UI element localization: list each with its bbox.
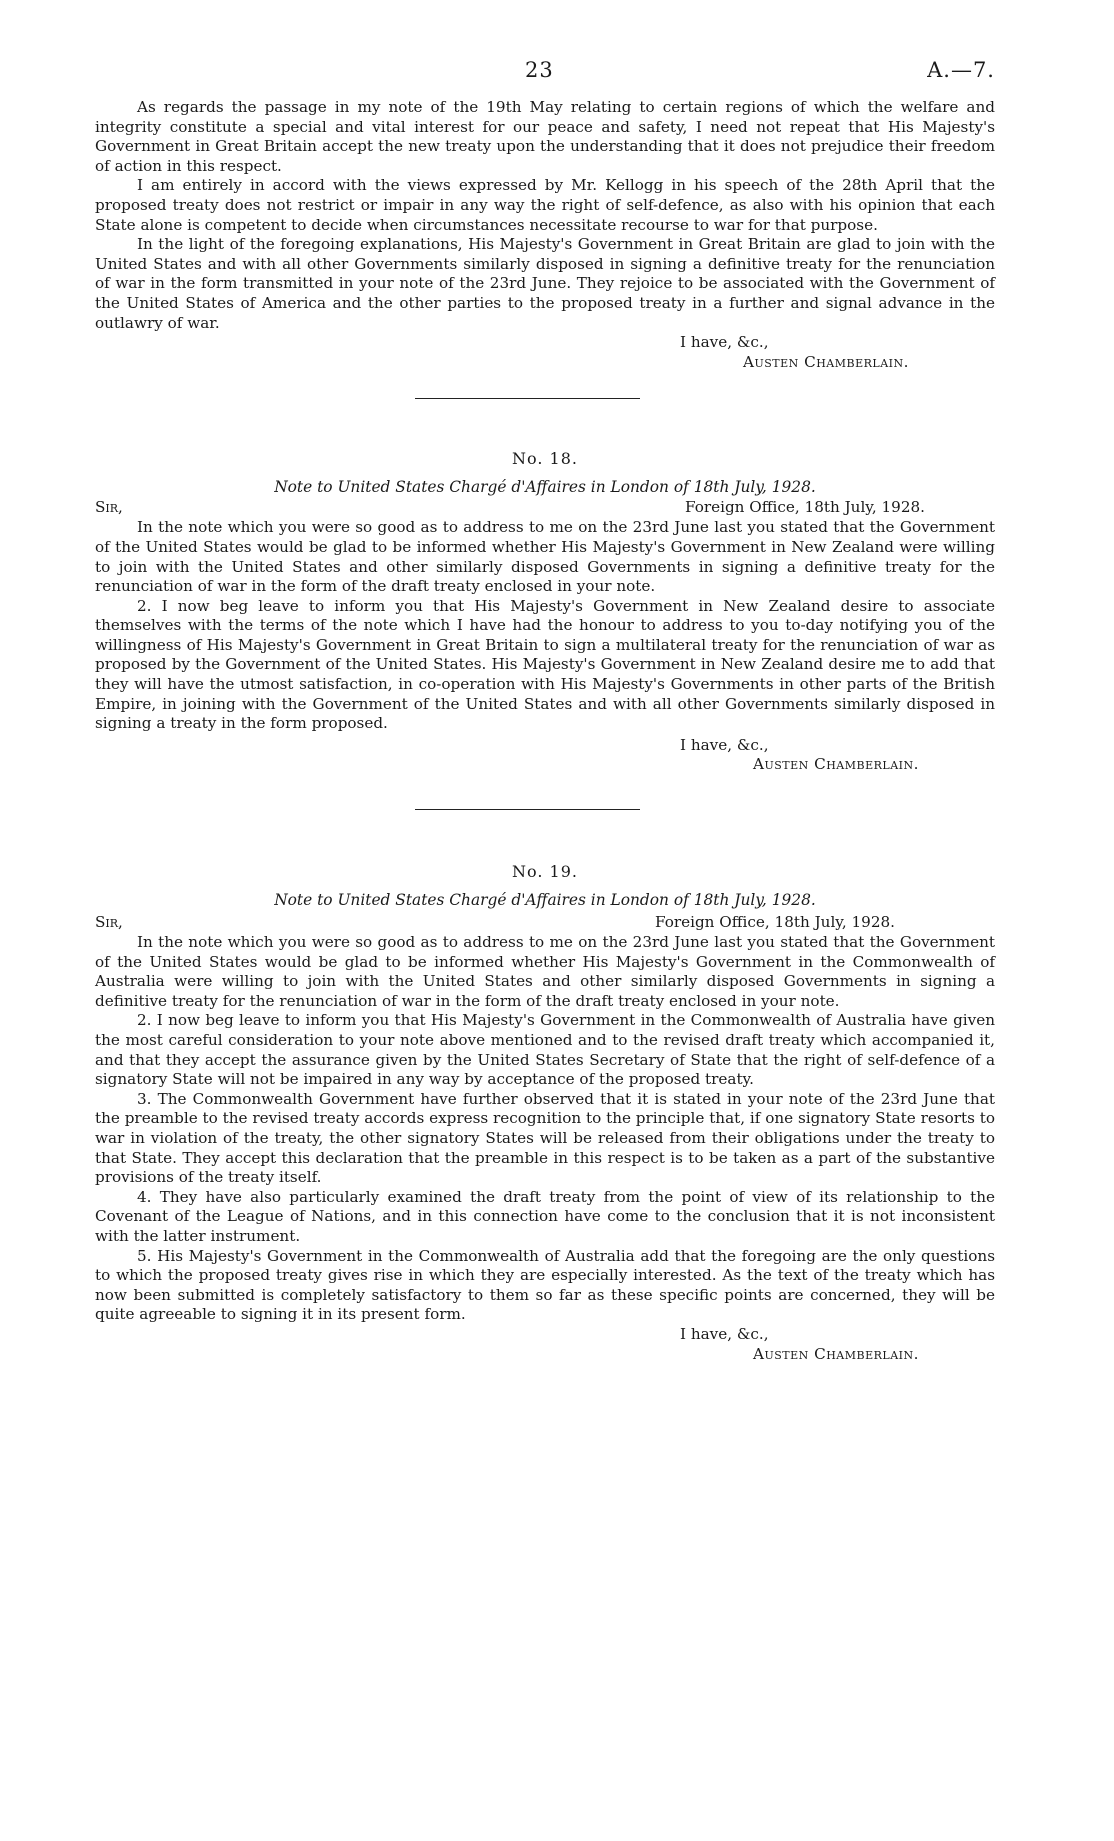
closing-line: I have, &c., [680, 735, 769, 754]
signature: Austen Chamberlain. [743, 352, 909, 371]
document-page [95, 52, 995, 1364]
section-divider [415, 809, 640, 810]
salutation-row [95, 498, 995, 518]
paragraph: In the light of the foregoing explanations, His Majesty's Government in Great Britain are glad to join with the United States and with all other Governments similarly disposed in signing a definitive treaty for the renunciation of war in the form transmitted in your note of the 23rd June. They rejoice to be associated with the Government of the United States of America and the other parties to the proposed treaty in a further and signal advance in the outlawry of war. [95, 235, 995, 332]
paragraph: 2. I now beg leave to inform you that His Majesty's Government in the Commonwealth of Australia have given the most careful consideration to your note above mentioned and to the revised draft treaty which accompanied it, and that they accept the assurance given by the United States Secretary of State that the right of self-defence of a signatory State will not be impaired in any way by acceptance of the proposed treaty. [95, 1011, 995, 1089]
section-top-letter [95, 98, 995, 372]
dateline: Foreign Office, 18th July, 1928. [685, 498, 925, 517]
section-number: No. 19. [512, 862, 578, 882]
salutation: Sir, [95, 913, 123, 932]
paragraph: As regards the passage in my note of the 19th May relating to certain regions of which the welfare and integrity constitute a special and vital interest for our peace and safety, I need not repeat that His Majesty's Government in Great Britain accept the new treaty upon the understanding that it does not prejudice their freedom of action in this respect. [95, 98, 995, 175]
closing-line: I have, &c., [680, 1324, 769, 1343]
paragraph: 4. They have also particularly examined the draft treaty from the point of view of its relationship to the Covenant of the League of Nations, and in this connection have come to the conclusion that it is not inconsistent with the latter instrument. [95, 1187, 995, 1245]
salutation-row [95, 913, 995, 933]
salutation: Sir, [95, 498, 123, 517]
paragraph: 2. I now beg leave to inform you that His Majesty's Government in New Zealand desire to associate themselves with the terms of the note which I have had the honour to address to you to-day notifying you of the willingness of His Majesty's Government in Great Britain to sign a multilateral treaty for the renunciation of war as proposed by the Government of the United States. His Majesty's Government in New Zealand desire me to add that they will have the utmost satisfaction, in co-operation with His Majesty's Governments in other parts of the British Empire, in joining with the Government of the United States and with all other Governments similarly disposed in signing a treaty in the form proposed. [95, 596, 995, 733]
section-divider [415, 398, 640, 399]
page-number: 23 [525, 58, 554, 82]
section-no-18 [95, 449, 995, 775]
paragraph: In the note which you were so good as to address to me on the 23rd June last you stated that the Government of the United States would be glad to be informed whether His Majesty's Government in New Zealand were willing to join with the United States and other similarly disposed Governments in signing a definitive treaty for the renunciation of war in the form of the draft treaty enclosed in your note. [95, 518, 995, 596]
section-no-19 [95, 862, 995, 1364]
note-title: Note to United States Chargé d'Affaires in London of 18th July, 1928. [274, 891, 816, 910]
signature: Austen Chamberlain. [753, 755, 919, 774]
paragraph: 3. The Commonwealth Government have further observed that it is stated in your note of the 23rd June that the preamble to the revised treaty accords express recognition to the principle that, if one signatory State resorts to war in violation of the treaty, the other signatory States will be released from their obligations under the treaty to that State. They accept this declaration that the preamble in this respect is to be taken as a part of the substantive provisions of the treaty itself. [95, 1089, 995, 1187]
paragraph: In the note which you were so good as to address to me on the 23rd June last you stated that the Government of the United States would be glad to be informed whether His Majesty's Government in the Commonwealth of Australia were willing to join with the United States and other similarly disposed Governments in signing a definitive treaty for the renunciation of war in the form of the draft treaty enclosed in your note. [95, 933, 995, 1010]
closing-line: I have, &c., [680, 333, 769, 352]
signature: Austen Chamberlain. [753, 1344, 919, 1363]
paragraph: I am entirely in accord with the views expressed by Mr. Kellogg in his speech of the 28th April that the proposed treaty does not restrict or impair in any way the right of self-defence, as also with his opinion that each State alone is competent to decide when circumstances necessitate recourse to war for that purpose. [95, 176, 995, 234]
page-header [95, 52, 995, 92]
document-code: A.—7. [927, 58, 995, 82]
paragraph: 5. His Majesty's Government in the Commonwealth of Australia add that the foregoing are the only questions to which the proposed treaty gives rise in which they are especially interested. As the text of the treaty which has now been submitted is completely satisfactory to them so far as these specific points are concerned, they will be quite agreeable to signing it in its present form. [95, 1246, 995, 1324]
note-title: Note to United States Chargé d'Affaires in London of 18th July, 1928. [274, 478, 816, 497]
dateline: Foreign Office, 18th July, 1928. [655, 913, 895, 932]
section-number: No. 18. [512, 449, 578, 469]
